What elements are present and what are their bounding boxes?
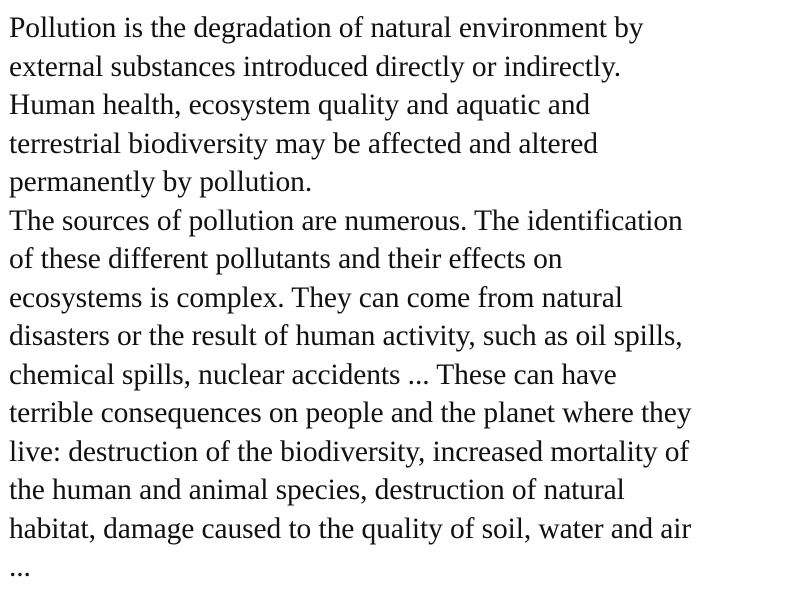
pollution-text-block <box>9 9 794 587</box>
paragraph-2-line-2: of these different pollutants and their effects on <box>9 243 563 275</box>
paragraph-1-line-1: Pollution is the degradation of natural environment by <box>9 12 644 44</box>
paragraph-1-line-2: external substances introduced directly or indirectly. <box>9 50 621 83</box>
paragraph-1-line-3: Human health, ecosystem quality and aquatic and <box>9 89 591 121</box>
paragraph-2-line-6: terrible consequences on people and the planet where they <box>9 397 692 429</box>
paragraph-2-line-10: ... <box>9 551 31 583</box>
paragraph-2-line-9: habitat, damage caused to the quality of soil, water and air <box>9 512 692 545</box>
paragraph-2-line-5: chemical spills, nuclear accidents ... These can have <box>9 358 617 391</box>
paragraph-2-line-3: ecosystems is complex. They can come from natural <box>9 281 623 314</box>
paragraph-1-line-4: terrestrial biodiversity may be affected and altered <box>9 127 598 160</box>
paragraph-2-line-8: the human and animal species, destruction of natural <box>9 474 625 506</box>
paragraph-2-line-4: disasters or the result of human activity, such as oil spills, <box>9 320 683 352</box>
paragraph-2-line-7: live: destruction of the biodiversity, increased mortality of <box>9 435 690 468</box>
paragraph-2-line-1: The sources of pollution are numerous. The identification <box>9 204 683 237</box>
paragraph-1-line-5: permanently by pollution. <box>9 166 313 198</box>
